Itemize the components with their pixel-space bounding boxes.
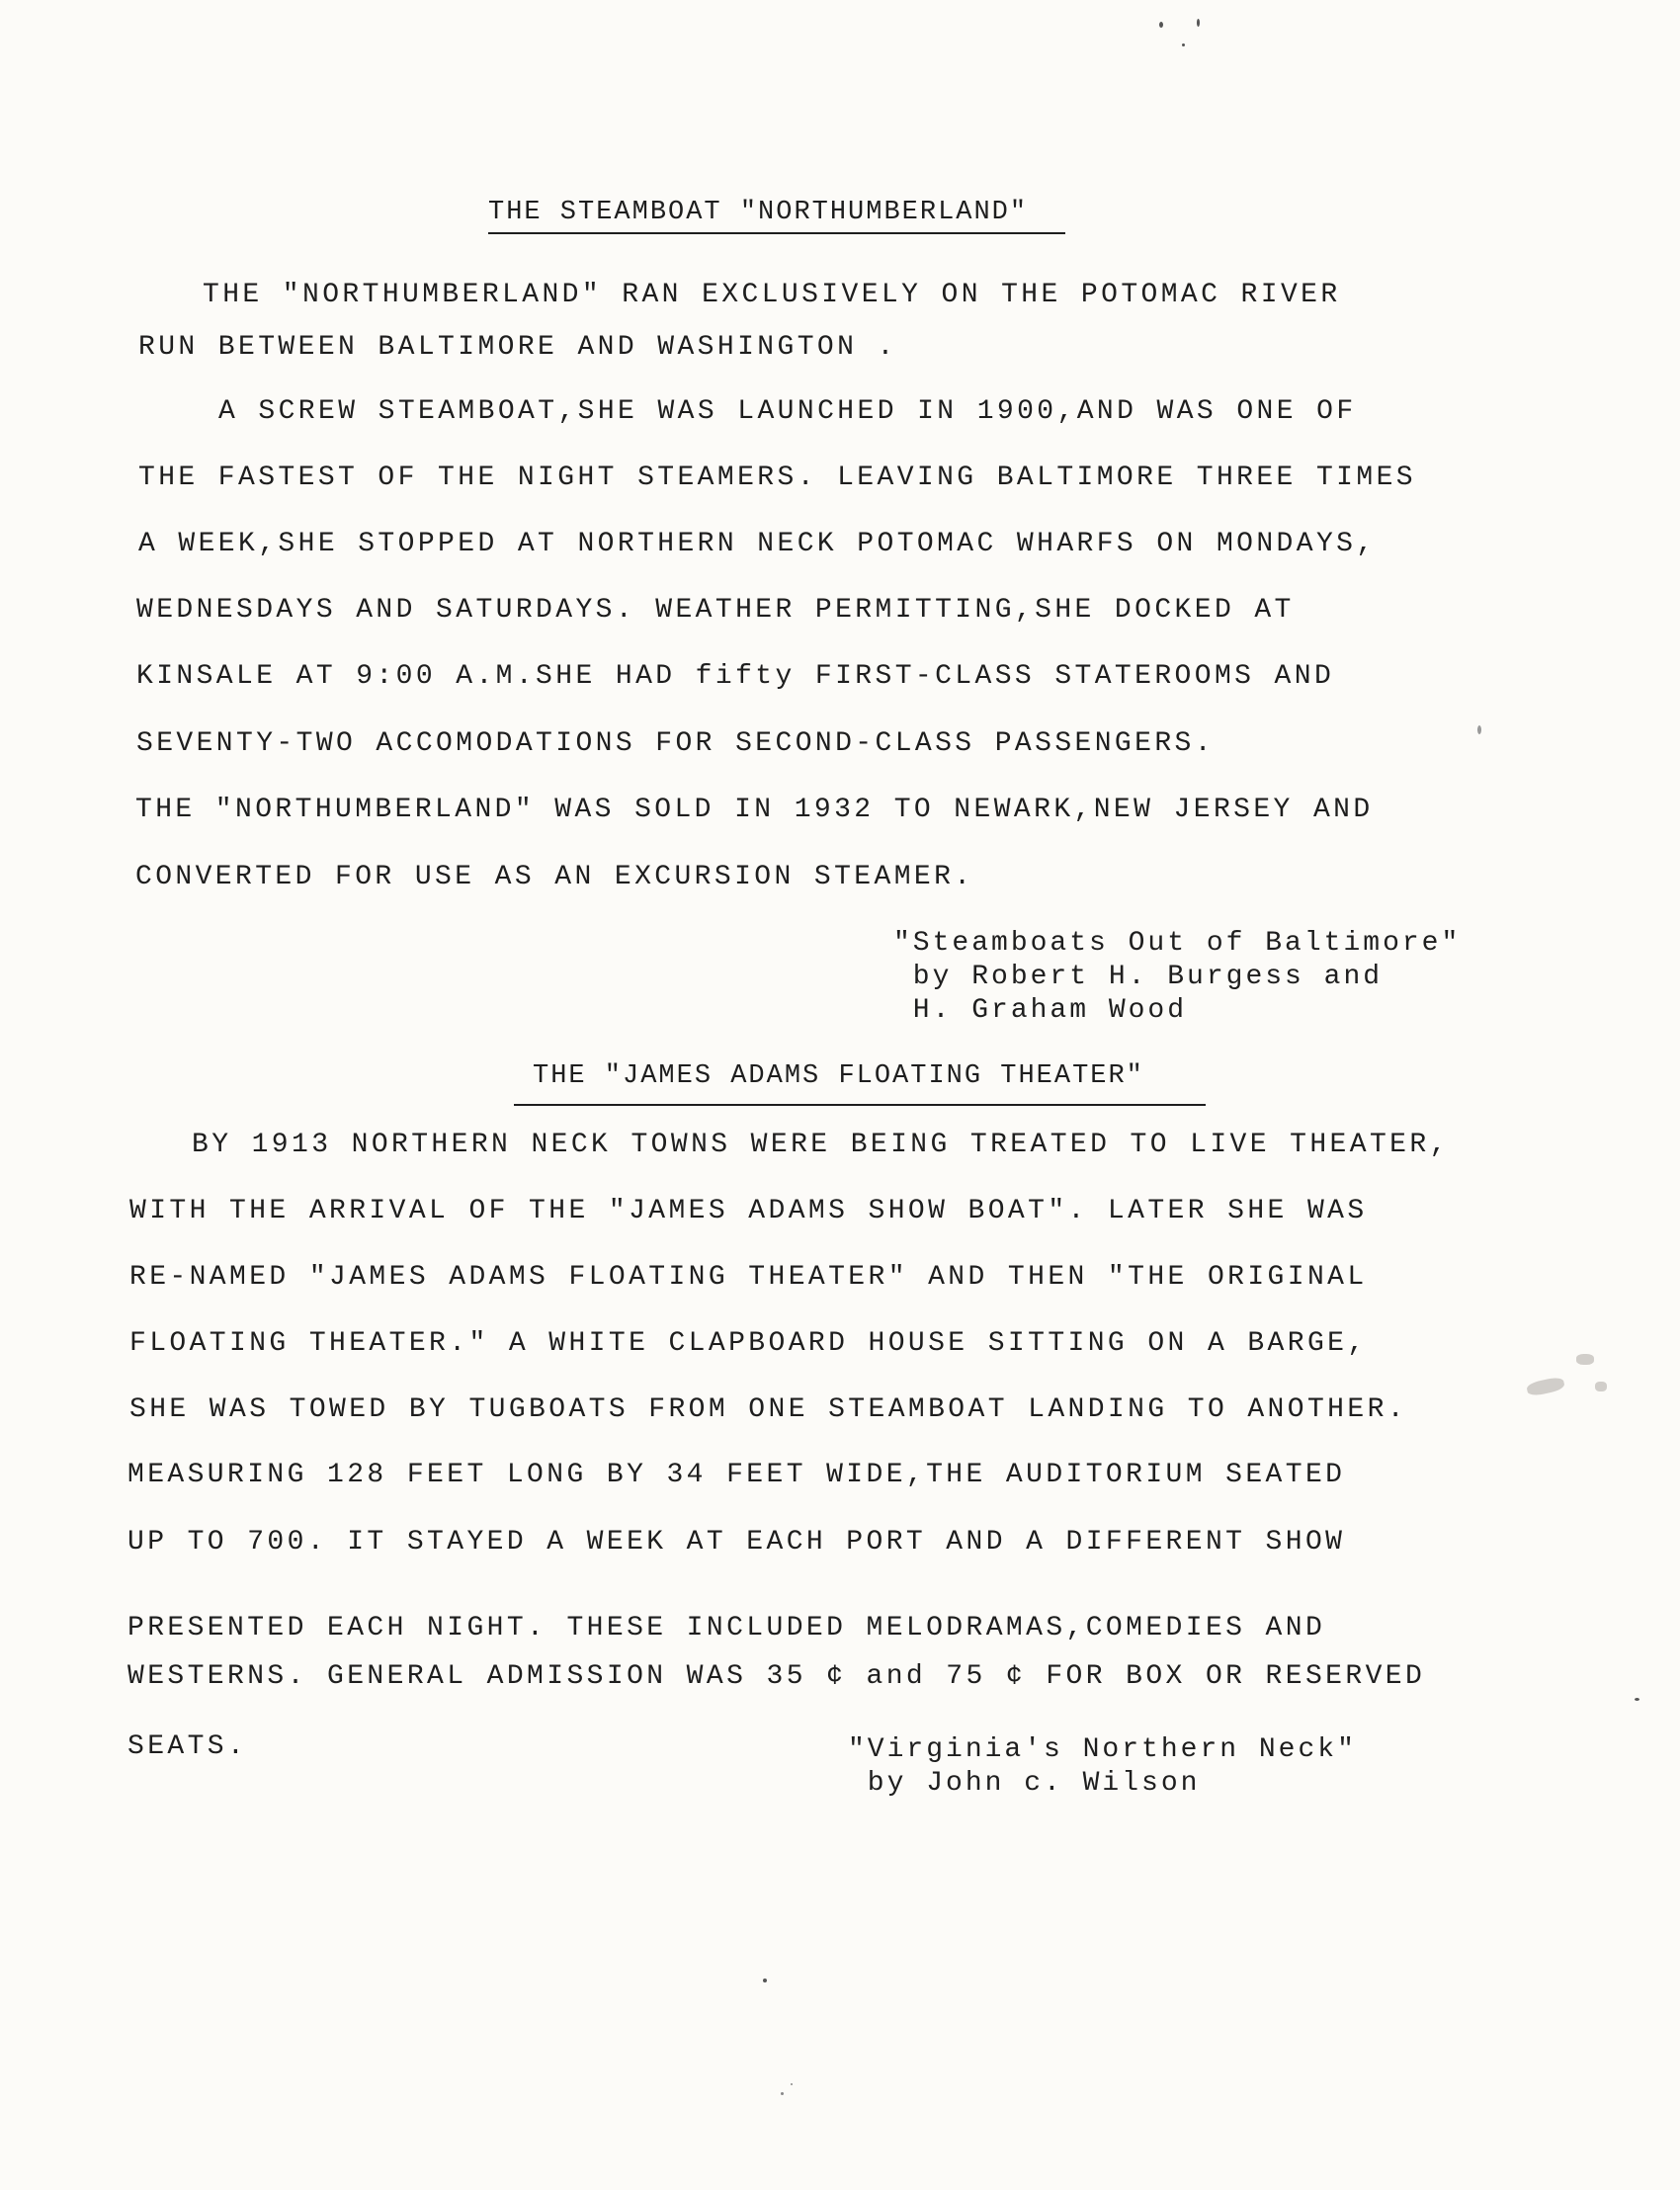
paragraph-line: THE FASTEST OF THE NIGHT STEAMERS. LEAVING BALTIMORE THREE TIMES: [138, 463, 1416, 493]
paragraph-line: MEASURING 128 FEET LONG BY 34 FEET WIDE,THE AUDITORIUM SEATED: [127, 1460, 1346, 1490]
paragraph-line: PRESENTED EACH NIGHT. THESE INCLUDED MELODRAMAS,COMEDIES AND: [127, 1613, 1326, 1643]
citation-line: by Robert H. Burgess and: [893, 962, 1384, 992]
paragraph-line: WEDNESDAYS AND SATURDAYS. WEATHER PERMITTING,SHE DOCKED AT: [136, 595, 1295, 626]
paragraph-line: FLOATING THEATER." A WHITE CLAPBOARD HOUSE SITTING ON A BARGE,: [129, 1328, 1368, 1359]
scan-speck: [1159, 22, 1163, 28]
citation-line: by John c. Wilson: [848, 1768, 1201, 1799]
paragraph-line: SEATS.: [127, 1731, 248, 1762]
scan-speck: [763, 1979, 767, 1982]
paragraph-line: UP TO 700. IT STAYED A WEEK AT EACH PORT AND A DIFFERENT SHOW: [127, 1527, 1346, 1558]
paragraph-line: KINSALE AT 9:00 A.M.SHE HAD fifty FIRST-CLASS STATEROOMS AND: [136, 661, 1335, 692]
paragraph-line: SHE WAS TOWED BY TUGBOATS FROM ONE STEAMBOAT LANDING TO ANOTHER.: [129, 1394, 1407, 1425]
title-underline: [488, 232, 1065, 234]
section-title-northumberland: THE STEAMBOAT "NORTHUMBERLAND": [488, 198, 1029, 227]
title-underline: [514, 1104, 1206, 1106]
citation-line: H. Graham Wood: [893, 995, 1188, 1026]
paragraph-line: RE-NAMED "JAMES ADAMS FLOATING THEATER" AND THEN "THE ORIGINAL: [129, 1262, 1368, 1293]
scan-speck: [791, 2083, 793, 2085]
citation-block: [893, 927, 1461, 1028]
paragraph-line: CONVERTED FOR USE AS AN EXCURSION STEAMER.: [135, 862, 974, 892]
scan-speck: [1635, 1698, 1639, 1701]
paragraph-line: A WEEK,SHE STOPPED AT NORTHERN NECK POTOMAC WHARFS ON MONDAYS,: [138, 529, 1377, 559]
scan-speck: [781, 2092, 784, 2095]
scan-smudge: [1595, 1382, 1607, 1391]
paragraph-line: WESTERNS. GENERAL ADMISSION WAS 35 ¢ and 75 ¢ FOR BOX OR RESERVED: [127, 1661, 1426, 1692]
scan-speck: [1477, 725, 1481, 734]
paragraph-line: RUN BETWEEN BALTIMORE AND WASHINGTON .: [138, 332, 897, 363]
section-title-floating-theater: THE "JAMES ADAMS FLOATING THEATER": [533, 1061, 1144, 1091]
scan-speck: [1182, 43, 1185, 46]
paragraph-line: SEVENTY-TWO ACCOMODATIONS FOR SECOND-CLASS PASSENGERS.: [136, 728, 1215, 759]
scan-smudge: [1576, 1354, 1594, 1365]
paragraph-line: THE "NORTHUMBERLAND" RAN EXCLUSIVELY ON THE POTOMAC RIVER: [203, 280, 1341, 310]
citation-line: "Virginia's Northern Neck": [848, 1734, 1357, 1765]
paragraph-line: BY 1913 NORTHERN NECK TOWNS WERE BEING TREATED TO LIVE THEATER,: [192, 1130, 1450, 1160]
scan-speck: [1197, 19, 1200, 27]
citation-block: [848, 1733, 1357, 1801]
paragraph-line: WITH THE ARRIVAL OF THE "JAMES ADAMS SHOW BOAT". LATER SHE WAS: [129, 1196, 1368, 1226]
paragraph-line: A SCREW STEAMBOAT,SHE WAS LAUNCHED IN 1900,AND WAS ONE OF: [218, 396, 1357, 427]
scan-smudge: [1526, 1376, 1565, 1397]
citation-line: "Steamboats Out of Baltimore": [893, 928, 1462, 959]
paragraph-line: THE "NORTHUMBERLAND" WAS SOLD IN 1932 TO NEWARK,NEW JERSEY AND: [135, 795, 1374, 825]
